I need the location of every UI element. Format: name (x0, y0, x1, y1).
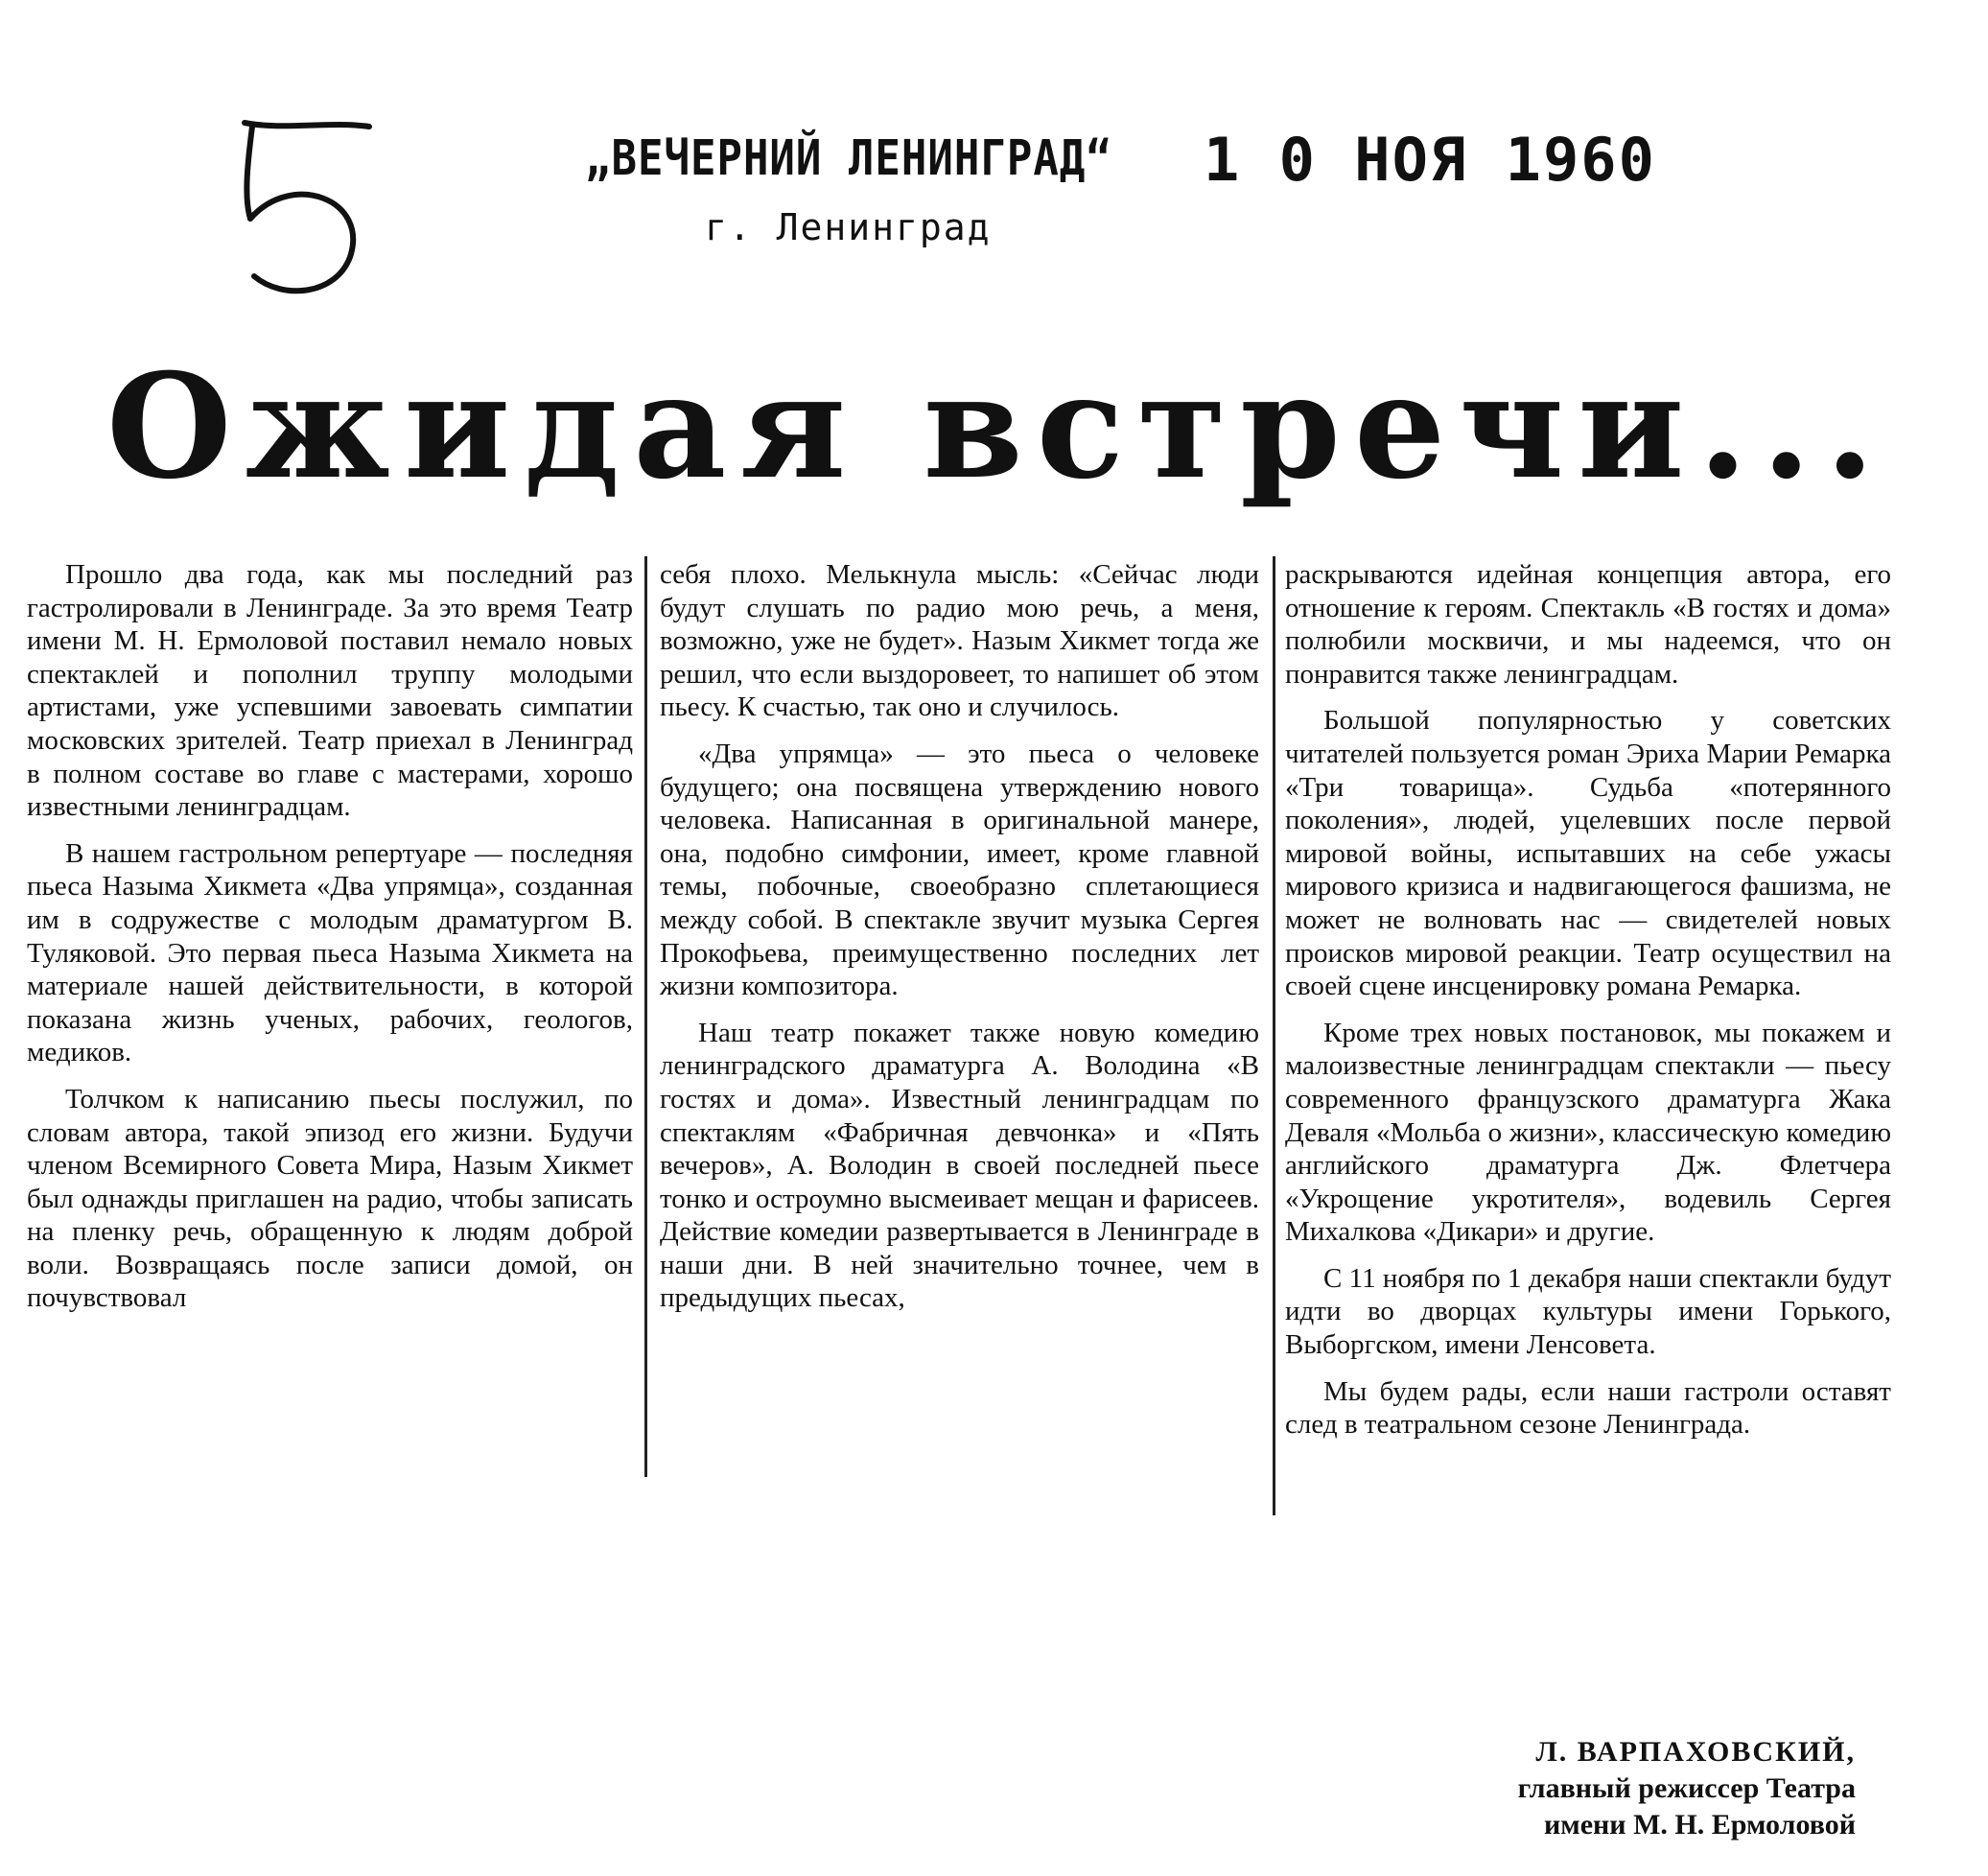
paragraph: себя плохо. Мелькнула мысль: «Сейчас люди будут слушать по радио мою речь, а меня, возможно, уже не будет». Назым Хикмет тогда же решил, что если выздоровеет, то напишет об этом пьесу. К счастью, так оно и случилось. (660, 559, 1259, 723)
column-divider (644, 556, 647, 1477)
paragraph: Большой популярностью у советских читателей пользуется роман Эриха Марии Ремарка «Три товарища». Судьба «потерянного поколения», людей, уцелевших после первой мировой войны, испытавших на себе ужасы мирового кризиса и надвигающегося фашизма, не может не волновать нас — свидетелей новых происков мировой реакции. Театр осуществил на своей сцене инсценировку романа Ремарка. (1285, 705, 1891, 1002)
article-headline: Ожидая встречи... (105, 342, 1889, 511)
paragraph: Кроме трех новых постановок, мы покажем и малоизвестные ленинградцам спектакли — пьесу современного французского драматурга Жака Деваля «Мольба о жизни», классическую комедию английского драматурга Дж. Флетчера «Укрощение укротителя», водевиль Сергея Михалкова «Дикари» и другие. (1285, 1017, 1891, 1248)
author-name: Л. ВАРПАХОВСКИЙ, (1535, 1736, 1856, 1768)
column-divider (1273, 556, 1275, 1515)
article-column-1 (27, 558, 633, 1328)
paragraph: Толчком к написанию пьесы послужил, по словам автора, такой эпизод его жизни. Будучи членом Всемирного Совета Мира, Назым Хикмет был однажды приглашен на радио, чтобы записать на пленку речь, обращенную к людям доброй воли. Возвращаясь после записи домой, он почувствовал (27, 1083, 633, 1314)
paragraph: «Два упрямца» — это пьеса о человеке будущего; она посвящена утверждению нового человека. Написанная в оригинальной манере, она, подобно симфонии, имеет, кроме главной темы, побочные, своеобразно сплетающиеся между собой. В спектакле звучит музыка Сергея Прокофьева, преимущественно последних лет жизни композитора. (660, 738, 1259, 1002)
article-column-3 (1285, 558, 1891, 1455)
paragraph: С 11 ноября по 1 декабря наши спектакли будут идти во дворцах культуры имени Горького, Выборгском, имени Ленсовета. (1285, 1262, 1891, 1361)
author-title: главный режиссер Театра (1517, 1772, 1856, 1804)
article-column-2 (660, 558, 1259, 1328)
author-signature (1391, 1734, 1856, 1843)
newspaper-masthead: „ВЕЧЕРНИЙ ЛЕНИНГРАД“ (585, 130, 1112, 187)
city-label: г. Ленинград (705, 206, 992, 248)
paragraph: Прошло два года, как мы последний раз гастролировали в Ленинграде. За это время Театр имени М. Н. Ермоловой поставил немало новых спектаклей и пополнил труппу молодыми артистами, уже успевшими завоевать симпатии московских зрителей. Театр приехал в Ленинград в полном составе во главе с мастерами, хорошо известными ленинградцам. (27, 559, 633, 823)
paragraph: раскрываются идейная концепция автора, его отношение к героям. Спектакль «В гостях и дома» полюбили москвичи, и мы надеемся, что он понравится также ленинградцам. (1285, 559, 1891, 690)
paragraph: Наш театр покажет также новую комедию ленинградского драматурга А. Володина «В гостях и дома». Известный ленинградцам по спектаклям «Фабричная девчонка» и «Пять вечеров», А. Володин в своей последней пьесе тонко и остроумно высмеивает мещан и фарисеев. Действие комедии развертывается в Ленинграде в наши дни. В ней значительно точнее, чем в предыдущих пьесах, (660, 1017, 1259, 1314)
paragraph: В нашем гастрольном репертуаре — последняя пьеса Назыма Хикмета «Два упрямца», созданная им в содружестве с молодым драматургом В. Туляковой. Это первая пьеса Назыма Хикмета на материале нашей действительности, в которой показана жизнь ученых, рабочих, геологов, медиков. (27, 837, 633, 1068)
paragraph: Мы будем рады, если наши гастроли оставят след в театральном сезоне Ленинграда. (1285, 1375, 1891, 1441)
date-stamp: 1 0 НОЯ 1960 (1204, 125, 1656, 195)
handwritten-page-number (225, 113, 379, 305)
author-theatre: имени М. Н. Ермоловой (1543, 1809, 1856, 1841)
